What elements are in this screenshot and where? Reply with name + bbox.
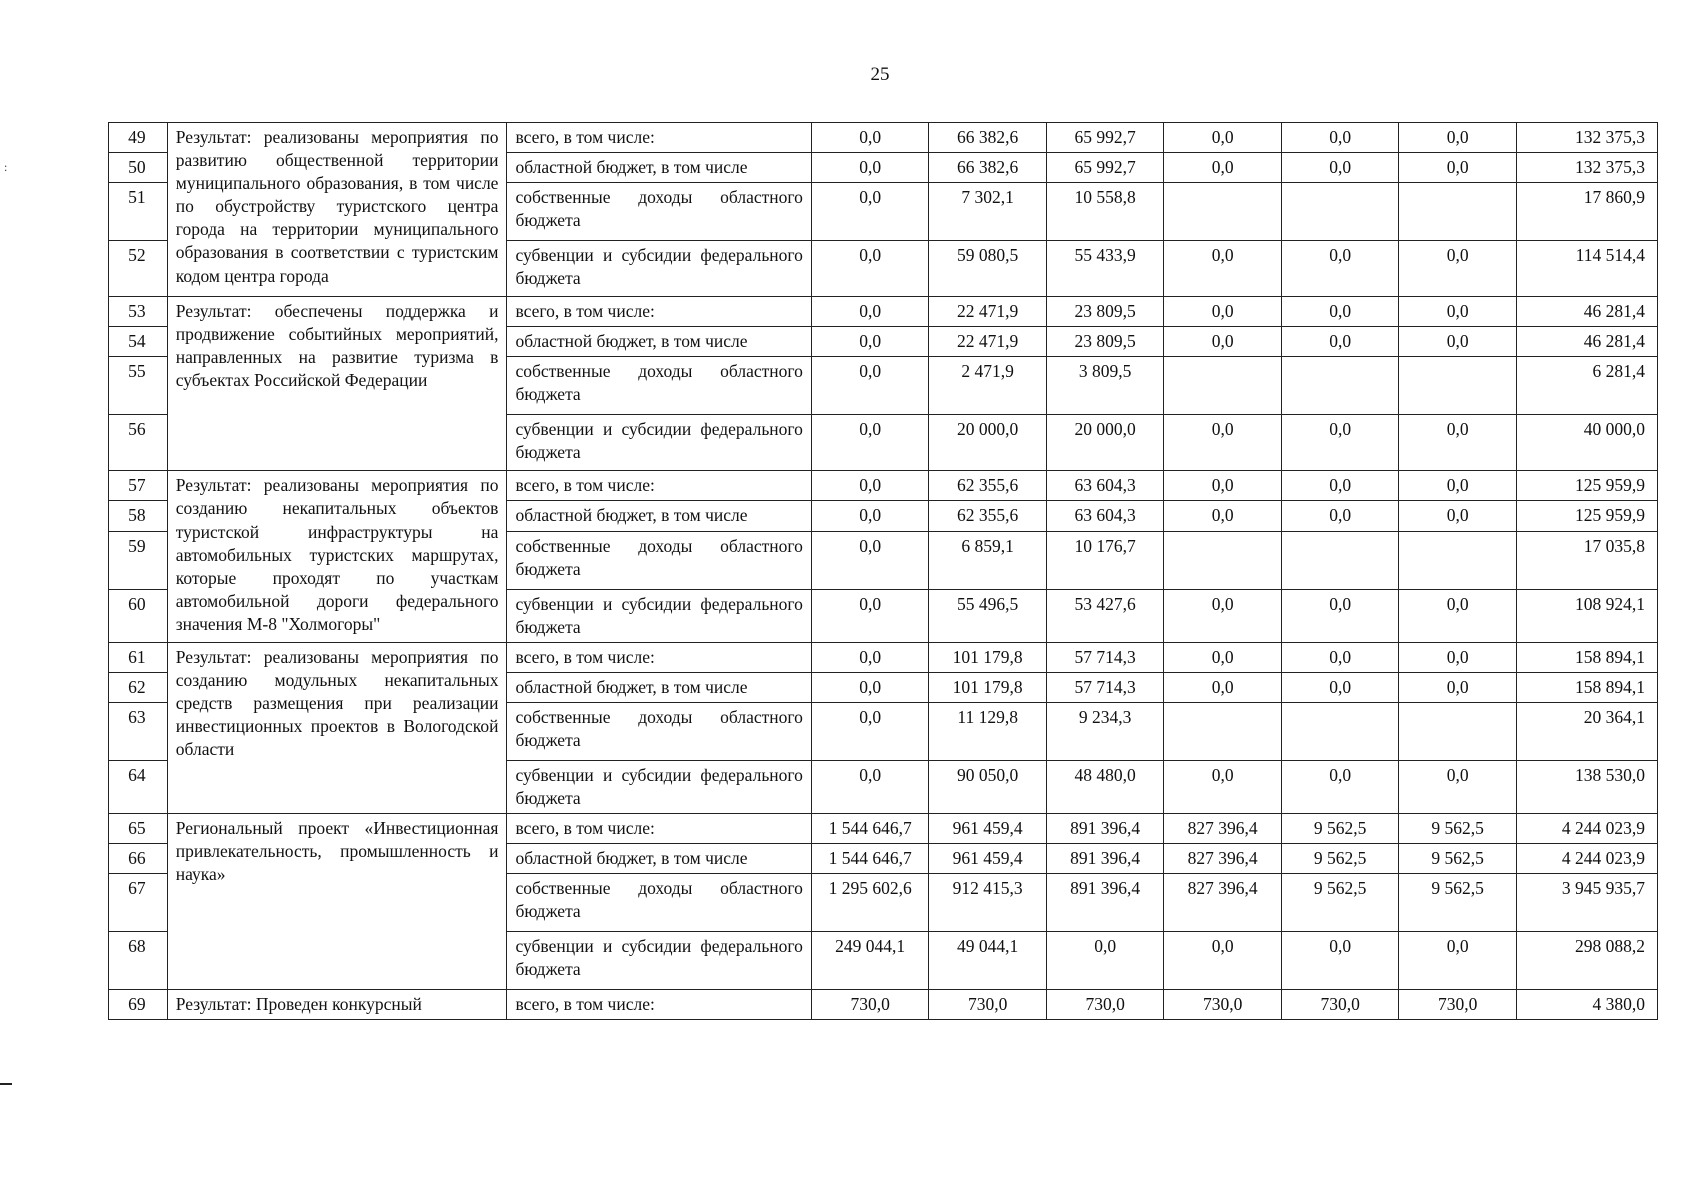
table-row — [109, 814, 1658, 844]
row-number: 63 — [109, 702, 168, 760]
page-number: 25 — [870, 64, 890, 85]
year-value: 9 562,5 — [1281, 814, 1399, 844]
year-value: 0,0 — [811, 327, 929, 357]
year-value: 66 382,6 — [929, 153, 1047, 183]
year-value: 0,0 — [1164, 123, 1282, 153]
result-description: Результат: Проведен конкурсный — [167, 990, 507, 1020]
result-description: Результат: обеспечены поддержка и продвижение событийных мероприятий, направленных на развитие туризма в субъектах Российской Федерации — [167, 297, 507, 471]
year-value: 0,0 — [1399, 642, 1517, 672]
year-value: 20 000,0 — [1046, 415, 1164, 471]
funding-source: областной бюджет, в том числе — [507, 153, 811, 183]
year-value: 912 415,3 — [929, 874, 1047, 932]
year-value: 730,0 — [1164, 990, 1282, 1020]
year-value: 65 992,7 — [1046, 123, 1164, 153]
row-number: 65 — [109, 814, 168, 844]
funding-source: областной бюджет, в том числе — [507, 672, 811, 702]
year-value: 0,0 — [811, 123, 929, 153]
funding-source: областной бюджет, в том числе — [507, 501, 811, 531]
year-value: 0,0 — [1399, 327, 1517, 357]
year-value — [1164, 183, 1282, 241]
year-value: 66 382,6 — [929, 123, 1047, 153]
year-value: 55 433,9 — [1046, 241, 1164, 297]
year-value: 6 859,1 — [929, 531, 1047, 589]
year-value: 0,0 — [1046, 932, 1164, 990]
total-value: 125 959,9 — [1516, 471, 1657, 501]
total-value: 3 945 935,7 — [1516, 874, 1657, 932]
row-number: 54 — [109, 327, 168, 357]
row-number: 58 — [109, 501, 168, 531]
year-value — [1399, 531, 1517, 589]
funding-source: собственные доходы областного бюджета — [507, 874, 811, 932]
year-value: 57 714,3 — [1046, 642, 1164, 672]
year-value: 0,0 — [811, 357, 929, 415]
total-value: 4 380,0 — [1516, 990, 1657, 1020]
year-value: 1 544 646,7 — [811, 844, 929, 874]
year-value: 0,0 — [1164, 327, 1282, 357]
year-value: 9 562,5 — [1399, 874, 1517, 932]
year-value: 0,0 — [1399, 932, 1517, 990]
funding-source: всего, в том числе: — [507, 814, 811, 844]
margin-dash — [0, 1083, 12, 1085]
year-value: 57 714,3 — [1046, 672, 1164, 702]
year-value: 0,0 — [811, 672, 929, 702]
year-value: 0,0 — [1399, 501, 1517, 531]
row-number: 50 — [109, 153, 168, 183]
row-number: 64 — [109, 760, 168, 813]
year-value: 59 080,5 — [929, 241, 1047, 297]
year-value: 0,0 — [1281, 760, 1399, 813]
year-value: 0,0 — [1281, 297, 1399, 327]
funding-source: всего, в том числе: — [507, 297, 811, 327]
year-value: 0,0 — [1164, 297, 1282, 327]
year-value: 0,0 — [1281, 241, 1399, 297]
year-value: 0,0 — [1399, 672, 1517, 702]
year-value: 23 809,5 — [1046, 327, 1164, 357]
total-value: 46 281,4 — [1516, 297, 1657, 327]
year-value: 63 604,3 — [1046, 471, 1164, 501]
total-value: 125 959,9 — [1516, 501, 1657, 531]
funding-source: всего, в том числе: — [507, 471, 811, 501]
year-value: 7 302,1 — [929, 183, 1047, 241]
table-row — [109, 642, 1658, 672]
year-value: 53 427,6 — [1046, 589, 1164, 642]
funding-source: субвенции и субсидии федерального бюджета — [507, 760, 811, 813]
year-value: 0,0 — [1164, 415, 1282, 471]
year-value: 10 176,7 — [1046, 531, 1164, 589]
total-value: 17 035,8 — [1516, 531, 1657, 589]
year-value — [1281, 531, 1399, 589]
total-value: 158 894,1 — [1516, 672, 1657, 702]
margin-mark: : — [4, 160, 8, 174]
year-value: 0,0 — [811, 501, 929, 531]
row-number: 60 — [109, 589, 168, 642]
total-value: 4 244 023,9 — [1516, 814, 1657, 844]
year-value: 10 558,8 — [1046, 183, 1164, 241]
funding-source: областной бюджет, в том числе — [507, 327, 811, 357]
year-value: 0,0 — [811, 589, 929, 642]
row-number: 69 — [109, 990, 168, 1020]
year-value: 961 459,4 — [929, 844, 1047, 874]
year-value: 0,0 — [811, 702, 929, 760]
row-number: 66 — [109, 844, 168, 874]
total-value: 6 281,4 — [1516, 357, 1657, 415]
row-number: 55 — [109, 357, 168, 415]
table-row — [109, 471, 1658, 501]
total-value: 114 514,4 — [1516, 241, 1657, 297]
year-value: 0,0 — [1164, 241, 1282, 297]
year-value: 1 295 602,6 — [811, 874, 929, 932]
year-value: 55 496,5 — [929, 589, 1047, 642]
year-value: 9 562,5 — [1281, 844, 1399, 874]
year-value: 101 179,8 — [929, 642, 1047, 672]
year-value: 9 234,3 — [1046, 702, 1164, 760]
row-number: 67 — [109, 874, 168, 932]
result-description: Результат: реализованы мероприятия по созданию некапитальных объектов туристской инфраструктуры на автомобильных туристских маршрутах, которые проходят по участкам автомобильной дороги федерального значения М-8 "Холмогоры" — [167, 471, 507, 642]
year-value: 0,0 — [1281, 589, 1399, 642]
year-value: 65 992,7 — [1046, 153, 1164, 183]
row-number: 56 — [109, 415, 168, 471]
total-value: 108 924,1 — [1516, 589, 1657, 642]
total-value: 138 530,0 — [1516, 760, 1657, 813]
year-value: 62 355,6 — [929, 501, 1047, 531]
row-number: 68 — [109, 932, 168, 990]
year-value: 0,0 — [811, 531, 929, 589]
year-value: 0,0 — [1399, 760, 1517, 813]
funding-source: областной бюджет, в том числе — [507, 844, 811, 874]
row-number: 57 — [109, 471, 168, 501]
year-value: 0,0 — [811, 241, 929, 297]
year-value: 730,0 — [929, 990, 1047, 1020]
total-value: 298 088,2 — [1516, 932, 1657, 990]
year-value: 9 562,5 — [1399, 844, 1517, 874]
funding-source: собственные доходы областного бюджета — [507, 531, 811, 589]
year-value: 49 044,1 — [929, 932, 1047, 990]
year-value: 827 396,4 — [1164, 844, 1282, 874]
year-value: 62 355,6 — [929, 471, 1047, 501]
table-row — [109, 123, 1658, 153]
year-value: 0,0 — [1281, 932, 1399, 990]
year-value: 827 396,4 — [1164, 814, 1282, 844]
year-value: 0,0 — [1399, 241, 1517, 297]
table-row — [109, 297, 1658, 327]
funding-source: субвенции и субсидии федерального бюджета — [507, 241, 811, 297]
year-value: 0,0 — [1164, 642, 1282, 672]
funding-source: всего, в том числе: — [507, 990, 811, 1020]
year-value: 11 129,8 — [929, 702, 1047, 760]
total-value: 46 281,4 — [1516, 327, 1657, 357]
year-value: 23 809,5 — [1046, 297, 1164, 327]
funding-source: субвенции и субсидии федерального бюджета — [507, 932, 811, 990]
year-value: 0,0 — [1164, 153, 1282, 183]
result-description: Региональный проект «Инвестиционная привлекательность, промышленность и наука» — [167, 814, 507, 990]
year-value: 0,0 — [1164, 471, 1282, 501]
total-value: 132 375,3 — [1516, 123, 1657, 153]
year-value: 2 471,9 — [929, 357, 1047, 415]
row-number: 61 — [109, 642, 168, 672]
total-value: 17 860,9 — [1516, 183, 1657, 241]
year-value: 0,0 — [1164, 760, 1282, 813]
year-value: 3 809,5 — [1046, 357, 1164, 415]
funding-source: субвенции и субсидии федерального бюджета — [507, 415, 811, 471]
year-value: 827 396,4 — [1164, 874, 1282, 932]
total-value: 40 000,0 — [1516, 415, 1657, 471]
year-value — [1399, 183, 1517, 241]
year-value: 9 562,5 — [1399, 814, 1517, 844]
funding-source: собственные доходы областного бюджета — [507, 702, 811, 760]
total-value: 158 894,1 — [1516, 642, 1657, 672]
year-value: 0,0 — [1164, 501, 1282, 531]
year-value: 63 604,3 — [1046, 501, 1164, 531]
year-value: 0,0 — [1399, 297, 1517, 327]
row-number: 51 — [109, 183, 168, 241]
funding-source: собственные доходы областного бюджета — [507, 357, 811, 415]
year-value: 0,0 — [1399, 471, 1517, 501]
year-value: 730,0 — [1281, 990, 1399, 1020]
year-value: 730,0 — [811, 990, 929, 1020]
year-value: 20 000,0 — [929, 415, 1047, 471]
year-value: 9 562,5 — [1281, 874, 1399, 932]
year-value: 0,0 — [1281, 471, 1399, 501]
table-row — [109, 990, 1658, 1020]
year-value — [1164, 357, 1282, 415]
year-value — [1399, 702, 1517, 760]
year-value: 891 396,4 — [1046, 844, 1164, 874]
row-number: 62 — [109, 672, 168, 702]
result-description: Результат: реализованы мероприятия по созданию модульных некапитальных средств размещения при реализации инвестиционных проектов в Вологодской области — [167, 642, 507, 813]
row-number: 53 — [109, 297, 168, 327]
year-value: 0,0 — [811, 642, 929, 672]
year-value: 0,0 — [1399, 153, 1517, 183]
year-value: 0,0 — [1281, 415, 1399, 471]
year-value — [1399, 357, 1517, 415]
total-value: 20 364,1 — [1516, 702, 1657, 760]
year-value: 730,0 — [1399, 990, 1517, 1020]
year-value: 0,0 — [811, 153, 929, 183]
year-value: 891 396,4 — [1046, 814, 1164, 844]
year-value: 0,0 — [1281, 672, 1399, 702]
total-value: 132 375,3 — [1516, 153, 1657, 183]
year-value: 90 050,0 — [929, 760, 1047, 813]
year-value — [1281, 357, 1399, 415]
year-value — [1281, 183, 1399, 241]
year-value: 0,0 — [1164, 672, 1282, 702]
year-value: 0,0 — [1164, 589, 1282, 642]
year-value: 0,0 — [811, 183, 929, 241]
year-value — [1281, 702, 1399, 760]
result-description: Результат: реализованы мероприятия по развитию общественной территории муниципального образования, в том числе по обустройству туристского центра города на территории муниципального образования в соответствии с туристским кодом центра города — [167, 123, 507, 297]
year-value: 0,0 — [1399, 415, 1517, 471]
year-value: 0,0 — [811, 471, 929, 501]
year-value — [1164, 702, 1282, 760]
year-value: 0,0 — [811, 415, 929, 471]
year-value: 0,0 — [1399, 589, 1517, 642]
year-value: 730,0 — [1046, 990, 1164, 1020]
year-value: 0,0 — [1281, 501, 1399, 531]
year-value: 0,0 — [1281, 123, 1399, 153]
funding-source: субвенции и субсидии федерального бюджета — [507, 589, 811, 642]
year-value: 0,0 — [1164, 932, 1282, 990]
total-value: 4 244 023,9 — [1516, 844, 1657, 874]
year-value: 101 179,8 — [929, 672, 1047, 702]
row-number: 52 — [109, 241, 168, 297]
year-value: 249 044,1 — [811, 932, 929, 990]
year-value: 0,0 — [1281, 327, 1399, 357]
year-value: 961 459,4 — [929, 814, 1047, 844]
row-number: 59 — [109, 531, 168, 589]
year-value: 0,0 — [811, 760, 929, 813]
year-value: 0,0 — [1281, 153, 1399, 183]
row-number: 49 — [109, 123, 168, 153]
year-value: 0,0 — [1399, 123, 1517, 153]
year-value: 0,0 — [1281, 642, 1399, 672]
year-value: 0,0 — [811, 297, 929, 327]
funding-source: всего, в том числе: — [507, 123, 811, 153]
year-value: 22 471,9 — [929, 327, 1047, 357]
year-value: 48 480,0 — [1046, 760, 1164, 813]
year-value: 891 396,4 — [1046, 874, 1164, 932]
table-body — [109, 123, 1658, 1020]
funding-source: всего, в том числе: — [507, 642, 811, 672]
funding-source: собственные доходы областного бюджета — [507, 183, 811, 241]
budget-table — [108, 122, 1658, 1020]
year-value: 1 544 646,7 — [811, 814, 929, 844]
year-value: 22 471,9 — [929, 297, 1047, 327]
year-value — [1164, 531, 1282, 589]
